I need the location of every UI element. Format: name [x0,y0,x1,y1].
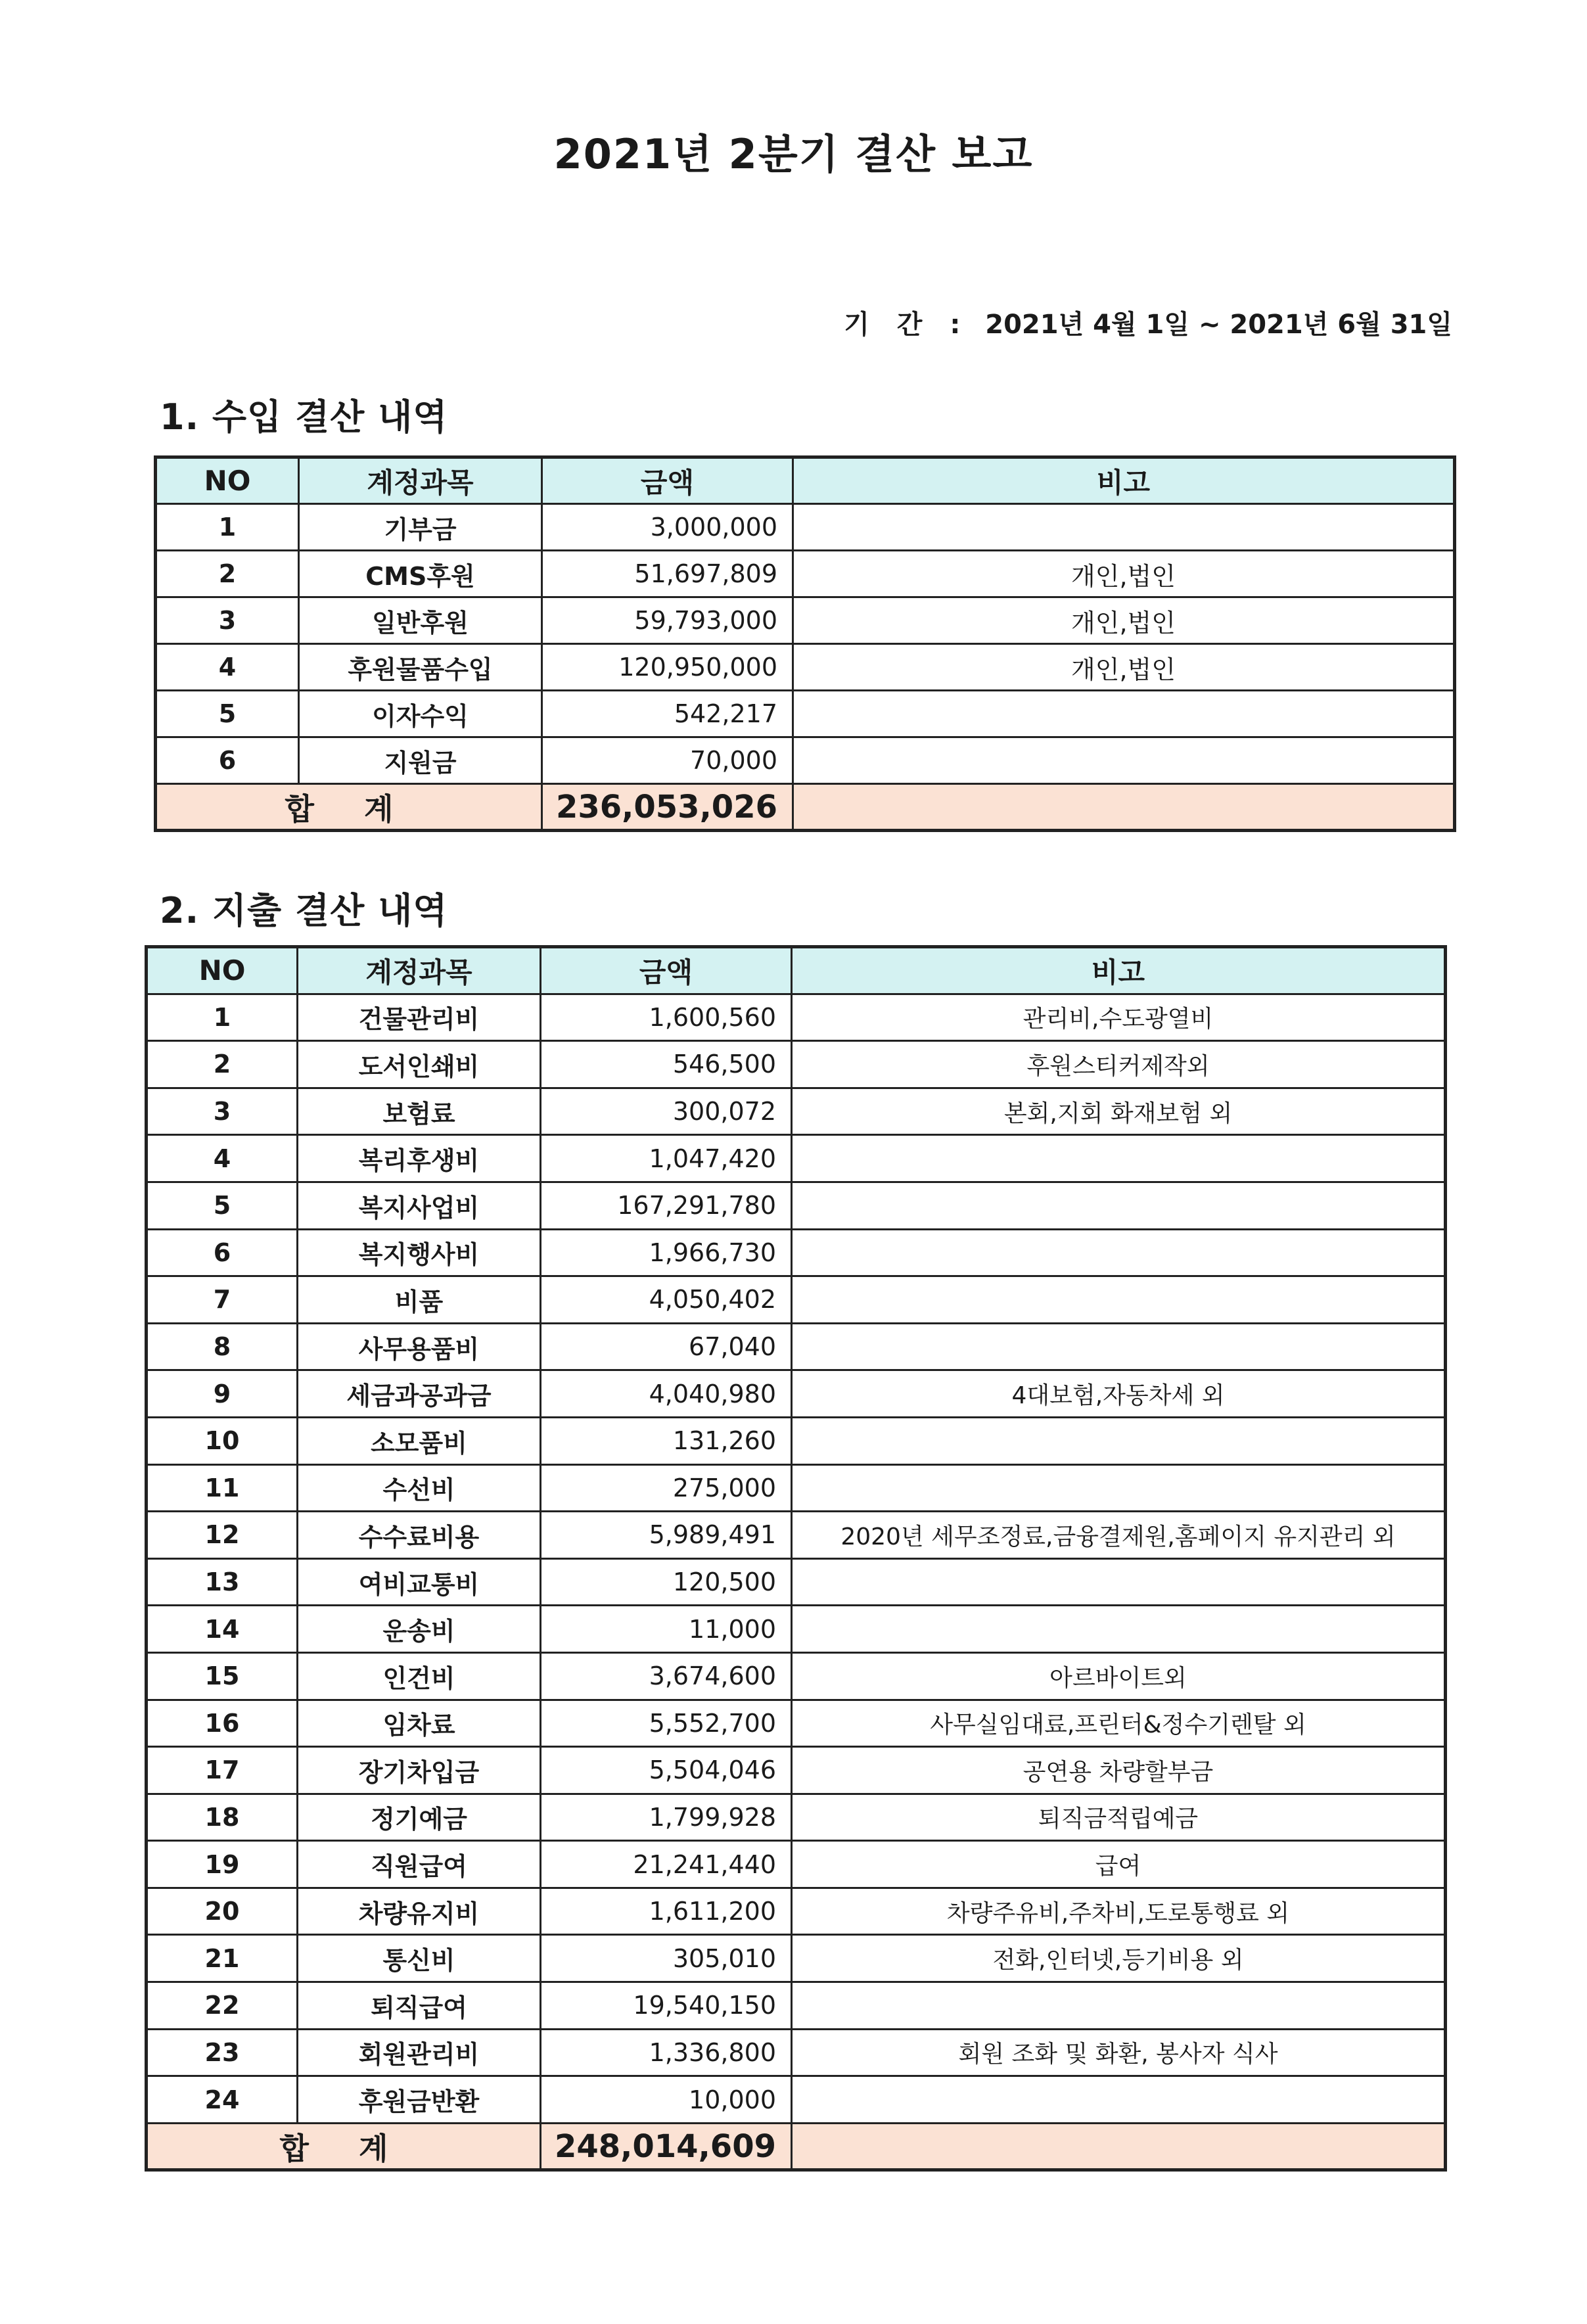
row-no: 20 [147,1888,298,1935]
row-no: 6 [147,1229,298,1276]
row-account: 장기차입금 [298,1747,541,1794]
row-no: 4 [147,1135,298,1182]
row-amount: 70,000 [542,737,793,784]
row-amount: 1,966,730 [541,1229,792,1276]
row-account: 비품 [298,1276,541,1324]
row-account: 직원급여 [298,1841,541,1888]
row-note [792,1558,1446,1606]
row-amount: 67,040 [541,1323,792,1370]
total-note [792,2123,1446,2170]
row-account: 후원물품수입 [299,644,542,691]
period-label: 기 간 : [844,310,970,340]
table-row [147,1370,1446,1418]
row-no: 3 [147,1088,298,1135]
table-row [147,1747,1446,1794]
table-row [147,1841,1446,1888]
row-note: 관리비,수도광열비 [792,994,1446,1041]
row-amount: 1,047,420 [541,1135,792,1182]
row-no: 8 [147,1323,298,1370]
row-note: 전화,인터넷,등기비용 외 [792,1935,1446,1982]
table-row [147,1229,1446,1276]
document-title: 2021년 2분기 결산 보고 [553,130,1034,178]
row-note [792,1323,1446,1370]
header-account: 계정과목 [299,457,542,504]
row-amount: 1,336,800 [541,2029,792,2076]
table-row [147,1888,1446,1935]
expense-table-header [147,947,1446,994]
row-account: 운송비 [298,1606,541,1653]
row-note: 회원 조화 및 화환, 봉사자 식사 [792,2029,1446,2076]
row-note: 개인,법인 [793,597,1455,644]
row-account: 임차료 [298,1700,541,1747]
row-account: 통신비 [298,1935,541,1982]
row-account: 건물관리비 [298,994,541,1041]
table-row [147,1935,1446,1982]
row-note [793,737,1455,784]
table-row [147,1464,1446,1512]
row-note [793,691,1455,737]
row-amount: 3,674,600 [541,1652,792,1700]
row-no: 2 [156,551,299,597]
header-no: NO [147,947,298,994]
row-amount: 167,291,780 [541,1182,792,1229]
header-account: 계정과목 [298,947,541,994]
row-no: 3 [156,597,299,644]
row-no: 1 [147,994,298,1041]
table-row [147,1606,1446,1653]
row-account: 복지행사비 [298,1229,541,1276]
row-account: 지원금 [299,737,542,784]
row-note: 사무실임대료,프린터&정수기렌탈 외 [792,1700,1446,1747]
row-amount: 546,500 [541,1041,792,1088]
row-no: 14 [147,1606,298,1653]
row-note: 차량주유비,주차비,도로통행료 외 [792,1888,1446,1935]
row-amount: 542,217 [542,691,793,737]
table-row [147,2076,1446,2124]
row-amount: 1,600,560 [541,994,792,1041]
row-no: 21 [147,1935,298,1982]
header-no: NO [156,457,299,504]
row-account: 이자수익 [299,691,542,737]
row-note [792,1417,1446,1464]
row-account: 세금과공과금 [298,1370,541,1418]
row-no: 6 [156,737,299,784]
table-row [147,1512,1446,1559]
total-label: 합 계 [147,2123,541,2170]
row-account: 복지사업비 [298,1182,541,1229]
expense-table [145,945,1447,2172]
row-account: 여비교통비 [298,1558,541,1606]
row-no: 19 [147,1841,298,1888]
row-account: 기부금 [299,504,542,551]
header-note: 비고 [793,457,1455,504]
row-amount: 5,552,700 [541,1700,792,1747]
row-account: CMS후원 [299,551,542,597]
period-value: 2021년 4월 1일 ~ 2021년 6월 31일 [985,310,1452,340]
row-note: 퇴직금적립예금 [792,1794,1446,1841]
row-note [792,1276,1446,1324]
header-note: 비고 [792,947,1446,994]
row-no: 13 [147,1558,298,1606]
row-note [793,504,1455,551]
table-row [147,1794,1446,1841]
row-note: 개인,법인 [793,551,1455,597]
row-account: 퇴직급여 [298,1982,541,2030]
row-no: 11 [147,1464,298,1512]
period-line [844,304,1452,341]
row-amount: 1,799,928 [541,1794,792,1841]
row-amount: 4,040,980 [541,1370,792,1418]
row-account: 일반후원 [299,597,542,644]
table-row [156,504,1455,551]
row-no: 17 [147,1747,298,1794]
row-note: 공연용 차량할부금 [792,1747,1446,1794]
row-account: 수선비 [298,1464,541,1512]
row-amount: 10,000 [541,2076,792,2124]
row-note [792,1464,1446,1512]
table-row [147,1417,1446,1464]
row-no: 1 [156,504,299,551]
table-row [147,1276,1446,1324]
row-no: 4 [156,644,299,691]
row-amount: 19,540,150 [541,1982,792,2030]
row-note [792,1182,1446,1229]
table-row [156,597,1455,644]
row-account: 도서인쇄비 [298,1041,541,1088]
row-no: 5 [147,1182,298,1229]
row-note: 2020년 세무조정료,금융결제원,홈페이지 유지관리 외 [792,1512,1446,1559]
row-note: 4대보험,자동차세 외 [792,1370,1446,1418]
table-row [147,1652,1446,1700]
row-no: 7 [147,1276,298,1324]
row-note [792,1135,1446,1182]
row-amount: 51,697,809 [542,551,793,597]
row-account: 인건비 [298,1652,541,1700]
total-row [156,784,1455,831]
row-note [792,1982,1446,2030]
row-no: 16 [147,1700,298,1747]
row-note: 급여 [792,1841,1446,1888]
row-note [792,1606,1446,1653]
row-note [792,1229,1446,1276]
income-table-header [156,457,1455,504]
row-amount: 5,989,491 [541,1512,792,1559]
row-account: 회원관리비 [298,2029,541,2076]
row-no: 18 [147,1794,298,1841]
table-row [147,1558,1446,1606]
table-row [147,994,1446,1041]
row-no: 12 [147,1512,298,1559]
row-amount: 1,611,200 [541,1888,792,1935]
table-row [156,551,1455,597]
row-amount: 120,500 [541,1558,792,1606]
row-account: 복리후생비 [298,1135,541,1182]
table-row [147,2029,1446,2076]
row-account: 사무용품비 [298,1323,541,1370]
row-amount: 300,072 [541,1088,792,1135]
table-row [156,691,1455,737]
header-amount: 금액 [541,947,792,994]
row-account: 후원금반환 [298,2076,541,2124]
row-note: 개인,법인 [793,644,1455,691]
total-amount: 248,014,609 [541,2123,792,2170]
row-account: 보험료 [298,1088,541,1135]
total-amount: 236,053,026 [542,784,793,831]
row-amount: 3,000,000 [542,504,793,551]
row-amount: 120,950,000 [542,644,793,691]
row-no: 24 [147,2076,298,2124]
table-row [147,1088,1446,1135]
row-note: 후원스티커제작외 [792,1041,1446,1088]
total-label: 합 계 [156,784,542,831]
income-section-heading: 1. 수입 결산 내역 [160,396,448,438]
table-row [156,737,1455,784]
total-row [147,2123,1446,2170]
row-note: 본회,지회 화재보험 외 [792,1088,1446,1135]
table-row [156,644,1455,691]
row-no: 15 [147,1652,298,1700]
row-no: 9 [147,1370,298,1418]
row-note: 아르바이트외 [792,1652,1446,1700]
row-no: 10 [147,1417,298,1464]
row-no: 5 [156,691,299,737]
header-amount: 금액 [542,457,793,504]
table-row [147,1982,1446,2030]
table-row [147,1323,1446,1370]
row-account: 소모품비 [298,1417,541,1464]
row-amount: 131,260 [541,1417,792,1464]
row-no: 22 [147,1982,298,2030]
row-account: 차량유지비 [298,1888,541,1935]
row-account: 정기예금 [298,1794,541,1841]
row-amount: 59,793,000 [542,597,793,644]
row-amount: 305,010 [541,1935,792,1982]
row-amount: 11,000 [541,1606,792,1653]
row-amount: 21,241,440 [541,1841,792,1888]
row-note [792,2076,1446,2124]
total-note [793,784,1455,831]
expense-section-heading: 2. 지출 결산 내역 [160,890,448,931]
row-amount: 5,504,046 [541,1747,792,1794]
table-row [147,1135,1446,1182]
row-no: 2 [147,1041,298,1088]
row-account: 수수료비용 [298,1512,541,1559]
table-row [147,1182,1446,1229]
row-no: 23 [147,2029,298,2076]
row-amount: 4,050,402 [541,1276,792,1324]
income-table [154,455,1456,832]
table-row [147,1700,1446,1747]
row-amount: 275,000 [541,1464,792,1512]
table-row [147,1041,1446,1088]
